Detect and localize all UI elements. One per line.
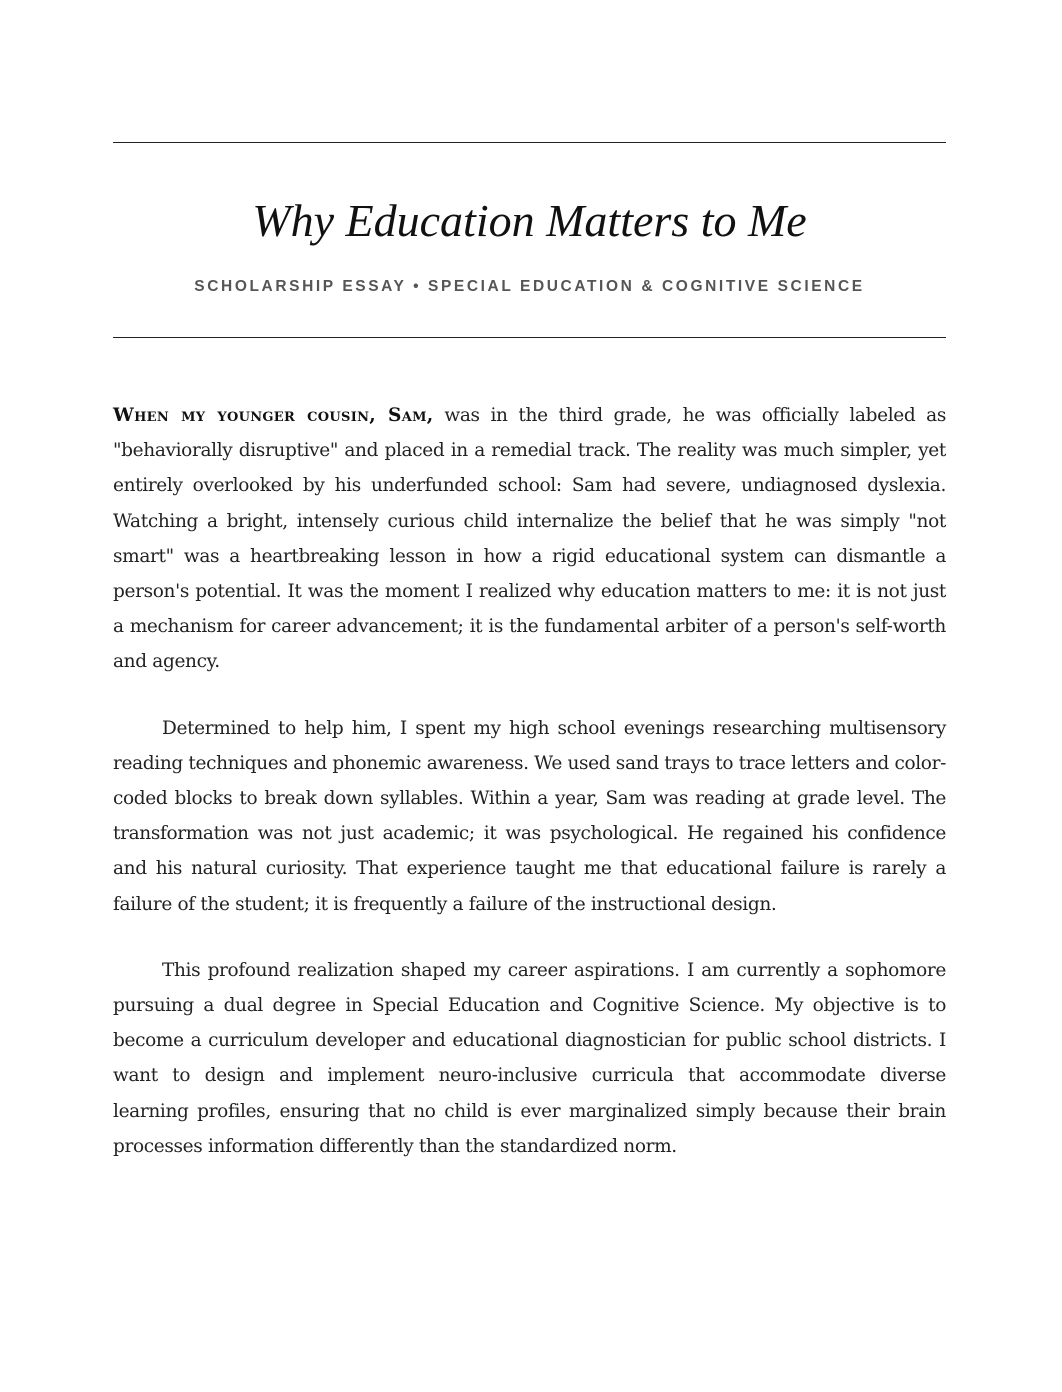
- essay-page: [113, 142, 946, 1164]
- paragraph-1-text: was in the third grade, he was officially labeled as "behaviorally disruptive" and placed in a remedial track. The reality was much simpler, yet entirely overlooked by his underfunded school: Sam had severe, undiagnosed dyslexia. Watching a bright, intensely curious child internalize the belief that he was simply "not smart" was a heartbreaking lesson in how a rigid educational system can dismantle a person's potential. It was the moment I realized why education matters to me: it is not just a mechanism for career advancement; it is the fundamental arbiter of a person's self-worth and agency.: [113, 405, 946, 673]
- top-rule: [113, 142, 946, 143]
- essay-body: [113, 398, 946, 1164]
- essay-subtitle: SCHOLARSHIP ESSAY • SPECIAL EDUCATION & COGNITIVE SCIENCE: [194, 278, 865, 295]
- paragraph-2: Determined to help him, I spent my high school evenings researching multisensory reading techniques and phonemic awareness. We used sand trays to trace letters and color-coded blocks to break down syllables. Within a year, Sam was reading at grade level. The transformation was not just academic; it was psychological. He regained his confidence and his natural curiosity. That experience taught me that educational failure is rarely a failure of the student; it is frequently a failure of the instructional design.: [113, 717, 946, 915]
- bottom-rule: [113, 337, 946, 338]
- essay-title: Why Education Matters to Me: [252, 195, 807, 246]
- paragraph-1: [113, 398, 946, 680]
- lead-in-text: When my younger cousin, Sam,: [113, 405, 434, 426]
- paragraph-3: This profound realization shaped my career aspirations. I am currently a sophomore pursuing a dual degree in Special Education and Cognitive Science. My objective is to become a curriculum developer and educational diagnostician for public school districts. I want to design and implement neuro-inclusive curricula that accommodate diverse learning profiles, ensuring that no child is ever marginalized simply because their brain processes information differently than the standardized norm.: [113, 959, 946, 1157]
